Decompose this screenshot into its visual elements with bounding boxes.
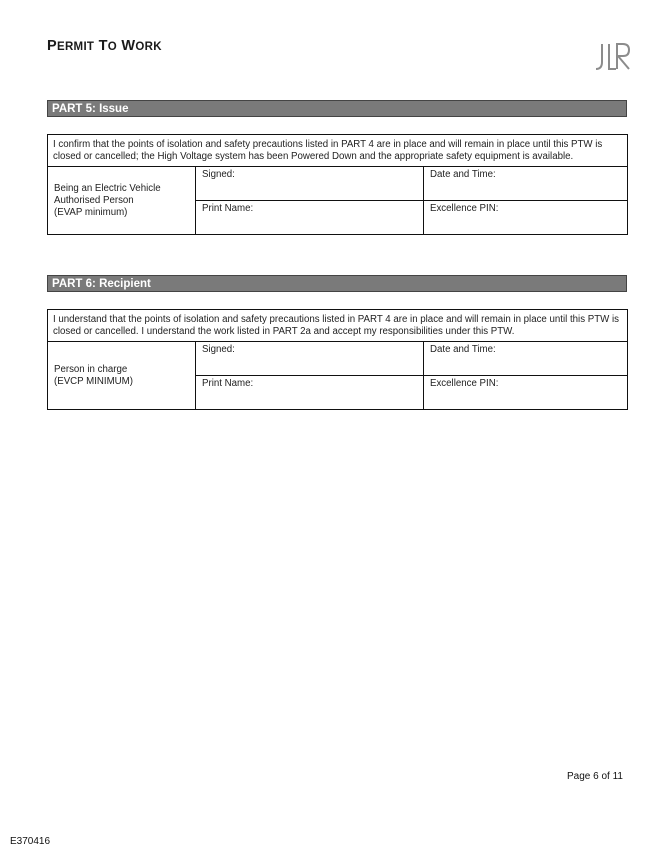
part5-role: Being an Electric Vehicle Authorised Person (EVAP minimum) [48, 167, 196, 235]
image-code: E370416 [10, 836, 51, 847]
part5-statement: I confirm that the points of isolation and safety precautions listed in PART 4 are in place and will remain in place until this PTW is closed or cancelled; the High Voltage system has been Powered Down and the appropriate safety equipment is available. [48, 135, 628, 167]
part6-role: Person in charge (EVCP MINIMUM) [48, 342, 196, 410]
part5-signed-field[interactable]: Signed: [196, 167, 424, 201]
part5-print-name-field[interactable]: Print Name: [196, 201, 424, 235]
part6-heading: PART 6: Recipient [47, 275, 627, 292]
part5-heading: PART 5: Issue [47, 100, 627, 117]
part5-date-time-field[interactable]: Date and Time: [424, 167, 628, 201]
jlr-logo [595, 42, 631, 72]
document-title: PERMIT TO WORK [47, 38, 162, 54]
part6-statement: I understand that the points of isolation and safety precautions listed in PART 4 are in place and will remain in place until this PTW is closed or cancelled. I understand the work listed in PART 2a and accept my responsibilities under this PTW. [48, 310, 628, 342]
part6-print-name-field[interactable]: Print Name: [196, 376, 424, 410]
part6-excellence-pin-field[interactable]: Excellence PIN: [424, 376, 628, 410]
part5-table [47, 134, 628, 235]
part5-excellence-pin-field[interactable]: Excellence PIN: [424, 201, 628, 235]
part6-table [47, 309, 628, 410]
part6-date-time-field[interactable]: Date and Time: [424, 342, 628, 376]
page-number: Page 6 of 11 [567, 771, 623, 782]
part6-signed-field[interactable]: Signed: [196, 342, 424, 376]
